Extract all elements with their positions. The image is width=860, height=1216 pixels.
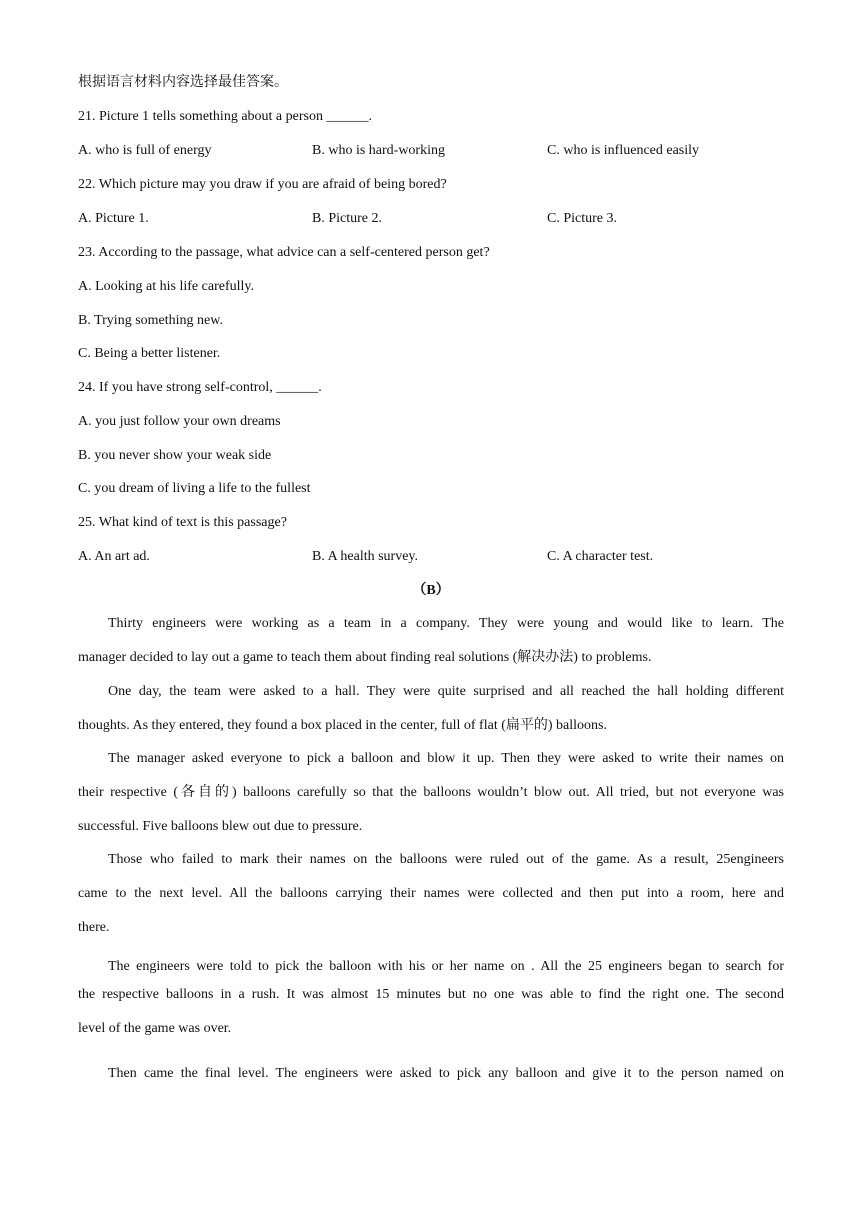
passage-line: there. [78,920,110,935]
passage-line: One day, the team were asked to a hall. They were quite surprised and all reached the hall holding different [108,684,784,699]
option-c: C. who is influenced easily [547,143,700,158]
option-b: B. Picture 2. [312,211,382,226]
option-a: A. who is full of energy [78,143,212,158]
passage-line: the respective balloons in a rush. It was almost 15 minutes but no one was able to find the right one. The second [78,987,784,1002]
question-23-stem: 23. According to the passage, what advice can a self-centered person get? [78,245,490,260]
section-title: （B） [412,583,450,598]
passage-paragraph-3 [78,742,784,844]
question-22-stem: 22. Which picture may you draw if you are afraid of being bored? [78,177,447,192]
option-b: B. who is hard-working [312,143,445,158]
passage-line: Then came the final level. The engineers were asked to pick any balloon and give it to the person named on [108,1066,784,1081]
question-22-options [78,209,784,229]
question-24-stem: 24. If you have strong self-control, ______. [78,380,322,395]
question-21-stem: 21. Picture 1 tells something about a person ______. [78,109,372,124]
passage-paragraph-1 [78,607,784,675]
passage-paragraph-5 [78,944,784,1046]
question-25-options [78,547,784,567]
passage-line: thoughts. As they entered, they found a box placed in the center, full of flat (扁平的) balloons. [78,718,607,733]
option-b: B. A health survey. [312,549,419,564]
option-a: A. you just follow your own dreams [78,414,281,429]
option-c: C. you dream of living a life to the fullest [78,481,311,496]
option-c: C. A character test. [547,549,654,564]
question-25-stem: 25. What kind of text is this passage? [78,515,287,530]
passage-line: The engineers were told to pick the balloon with his or her name on . All the 25 engineers began to search for [108,959,784,974]
passage-paragraph-6 [78,1057,784,1091]
passage-paragraph-2 [78,675,784,743]
passage-line: The manager asked everyone to pick a balloon and blow it up. Then they were asked to write their names on [108,751,784,766]
passage-line: came to the next level. All the balloons carrying their names were collected and then put into a room, here and [78,886,784,901]
passage-line: Those who failed to mark their names on the balloons were ruled out of the game. As a result, 25engineers [108,852,784,867]
question-21-options [78,141,784,161]
passage-line: level of the game was over. [78,1021,232,1036]
option-a: A. Picture 1. [78,211,149,226]
option-b: B. you never show your weak side [78,448,272,463]
option-c: C. Picture 3. [547,211,617,226]
passage-line: Thirty engineers were working as a team in a company. They were young and would like to learn. The [108,616,784,631]
option-b: B. Trying something new. [78,313,223,328]
instruction-text: 根据语言材料内容选择最佳答案。 [78,75,288,90]
option-c: C. Being a better listener. [78,346,221,361]
option-a: A. An art ad. [78,549,150,564]
passage-line: manager decided to lay out a game to teach them about finding real solutions (解决办法) to problems. [78,650,652,665]
passage-paragraph-4 [78,843,784,945]
passage-line: successful. Five balloons blew out due to pressure. [78,819,363,834]
option-a: A. Looking at his life carefully. [78,279,254,294]
passage-line: their respective (各自的) balloons carefully so that the balloons wouldn’t blow out. All tried, but not everyone was [78,785,784,800]
